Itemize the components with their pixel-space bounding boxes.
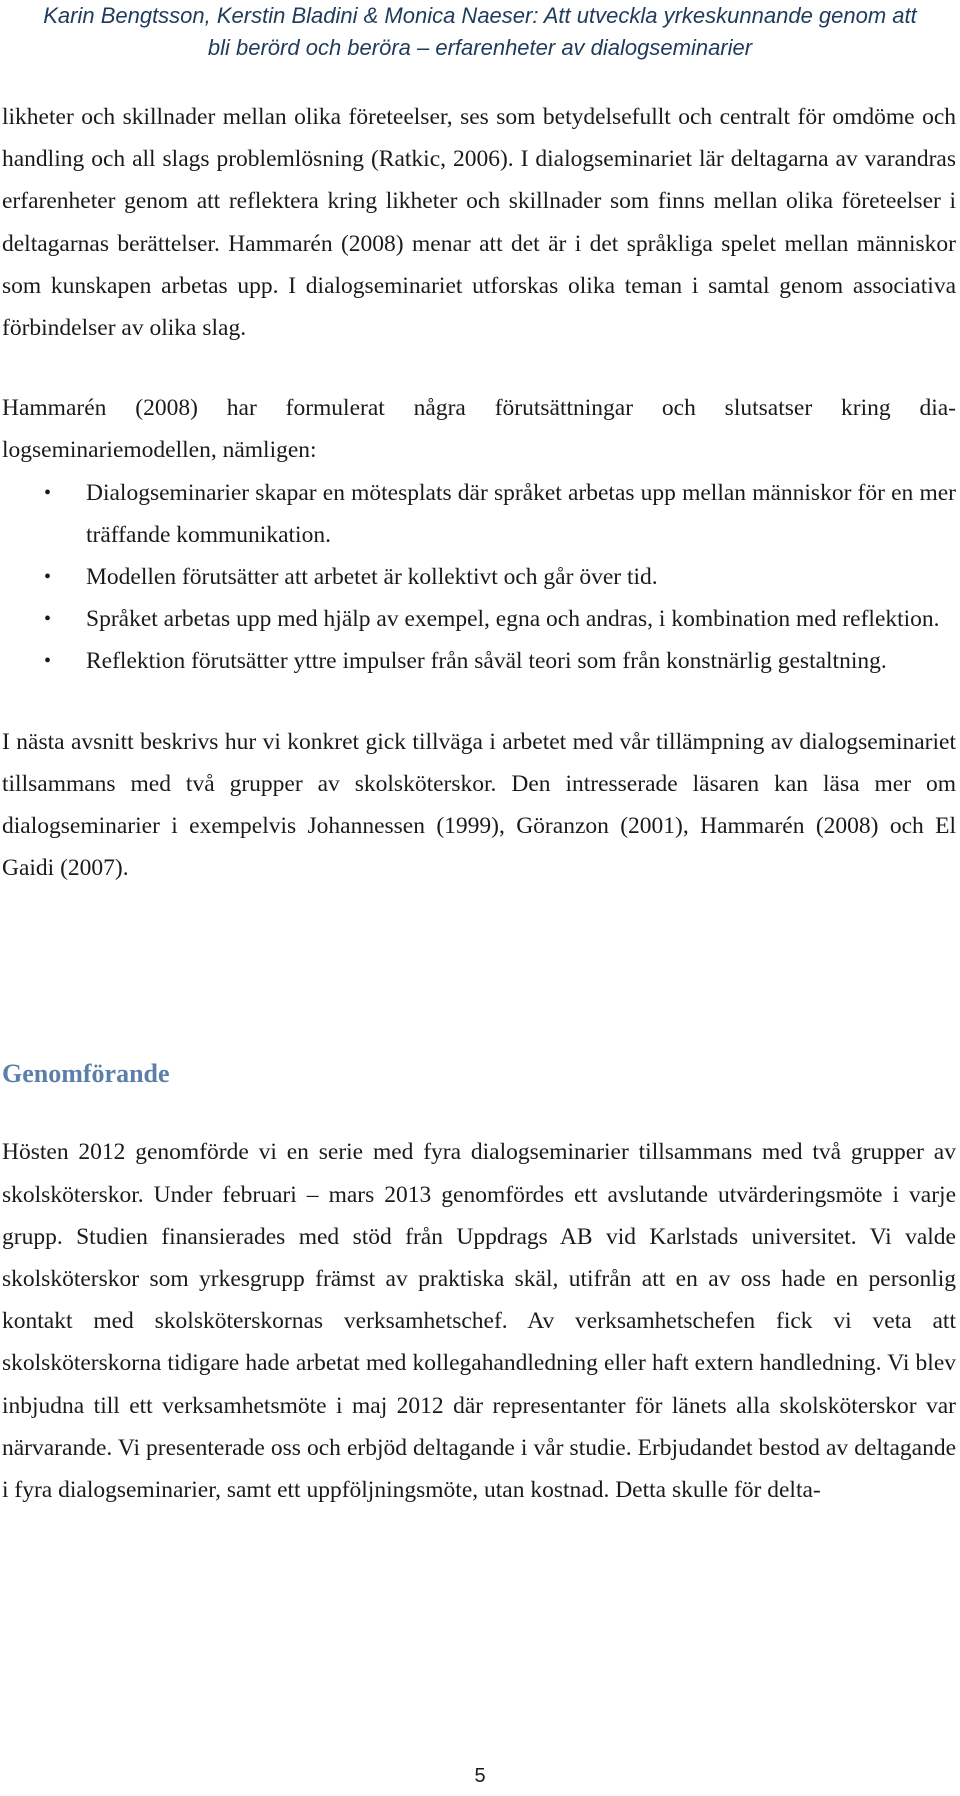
list-item-text: Reflektion förutsätter yttre impulser från såväl teori som från konstnärlig gestaltning.	[86, 648, 887, 675]
running-header	[0, 0, 960, 64]
bullet-list	[2, 472, 956, 683]
list-item	[2, 556, 956, 598]
paragraph-1: likheter och skillnader mellan olika företeelser, ses som betydelsefullt och centralt för omdöme och handling och all slags problemlösning (Ratkic, 2006). I dialogseminariet lär deltagarna av varandras erfarenheter genom att reflektera kring likheter och skillnader som finns mellan olika företeelser i deltagarnas berättelser. Hammarén (2008) menar att det är i det språkliga spelet mellan människor som kunskapen arbetas upp. I dialogseminariet utforskas olika teman i samtal genom associativa förbindelser av olika slag.	[2, 104, 956, 342]
list-item	[2, 472, 956, 556]
running-header-line-1: Karin Bengtsson, Kerstin Bladini & Monica Naeser: Att utveckla yrkeskunnande genom att	[43, 3, 917, 28]
bullet-icon: •	[44, 566, 52, 589]
paragraph-3: I nästa avsnitt beskrivs hur vi konkret gick tillväga i arbetet med vår tillämpning av dialogseminariet tillsammans med två grupper av skolsköterskor. Den intresserade läsaren kan läsa mer om dialogseminarier i exempelvis Johannessen (1999), Göranzon (2001), Hammarén (2008) och El Gaidi (2007).	[2, 728, 956, 882]
body-text	[2, 96, 956, 1511]
list-item	[2, 598, 956, 640]
paragraph-4: Hösten 2012 genomförde vi en serie med fyra dialogseminarier tillsammans med två grupper av skolsköterskor. Under februari – mars 2013 genomfördes ett avslutande utvärderingsmöte i varje grupp. Studien finansierades med stöd från Uppdrags AB vid Karlstads universitet. Vi valde skolsköterskor som yrkesgrupp främst av praktiska skäl, utifrån att en av oss hade en personlig kontakt med skolsköterskornas verksamhetschef. Av verksamhetschefen fick vi veta att skolsköterskorna tidigare hade arbetat med kollegahandledning eller haft extern handledning. Vi blev inbjudna till ett verksamhetsmöte i maj 2012 där representanter för länets alla skolsköterskor var närvarande. Vi presenterade oss och erbjöd deltagande i vår studie. Erbjudandet bestod av deltagande i fyra dialogseminarier, samt ett uppföljningsmöte, utan kostnad. Detta skulle för delta-	[2, 1139, 956, 1504]
paragraph-2: Hammarén (2008) har formulerat några förutsättningar och slutsatser kring dialogseminariemodellen, nämligen:	[2, 395, 956, 464]
list-item-text: Språket arbetas upp med hjälp av exempel, egna och andras, i kombination med reflektion.	[86, 606, 940, 633]
list-item-text: Modellen förutsätter att arbetet är kollektivt och går över tid.	[86, 564, 658, 591]
bullet-icon: •	[44, 608, 52, 631]
bullet-icon: •	[44, 481, 52, 504]
section-heading: Genomförande	[2, 1059, 170, 1089]
list-item	[2, 640, 956, 682]
bullet-icon: •	[44, 650, 52, 673]
list-item-text: Dialogseminarier skapar en mötesplats där språket arbetas upp mellan människor för en mer träffande kommunikation.	[86, 479, 956, 548]
page-number: 5	[474, 1765, 486, 1787]
running-header-line-2: bli berörd och beröra – erfarenheter av dialogseminarier	[207, 35, 753, 60]
